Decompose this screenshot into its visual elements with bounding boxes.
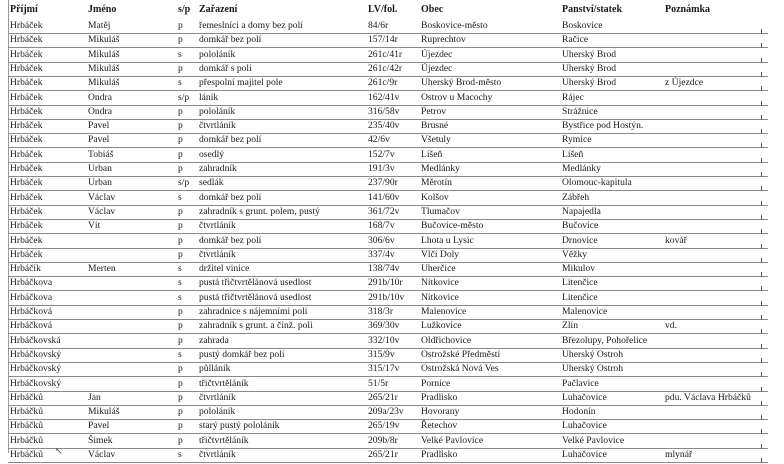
cell-category: půlláník [199,363,231,375]
cell-first-name: Urban [88,163,112,174]
cell-estate: Zlín [562,320,578,332]
cell-first-name: Mikuláš [88,406,120,418]
cell-estate: Strážnice [562,105,598,117]
cell-estate: Luhačovice [562,449,607,460]
cell-first-name: Merten [88,263,116,275]
cell-category: čtvrtláník [199,248,236,260]
cell-estate: Litenčice [562,277,598,289]
cell-note: z Újezdce [665,77,704,89]
cell-note: pdu. Václava Hrbáčků [665,391,751,403]
margin-tick [761,458,762,463]
header-lv-fol: LV/fol. [368,4,398,15]
cell-sp: p [178,406,183,418]
cell-category: držitel vinice [199,263,250,275]
cell-estate: Pačlavice [562,377,599,389]
cell-estate: Zábřeh [562,191,590,203]
cell-first-name: Václav [88,191,116,203]
cell-estate: Uherský Brod [562,62,617,74]
cell-lv-fol: 306/6v [368,234,395,246]
cell-sp: p [178,334,183,346]
cell-village: Pornice [421,377,451,389]
cell-estate: Hodonín [562,406,596,418]
cell-village: Boskovice-město [421,20,488,31]
cell-category: čtvrtláník [199,120,236,132]
cell-surname: Hrbáčkovská [10,334,61,346]
cell-estate: Bystřice pod Hostýn. [562,120,644,132]
cell-estate: Líšeň [562,148,584,160]
cell-sp: p [178,62,183,74]
cell-first-name: Vít [88,220,101,232]
cell-lv-fol: 318/3r [368,306,394,317]
cell-category: starý pustý pololáník [199,420,280,432]
cell-lv-fol: 157/14r [368,34,398,46]
cell-estate: Luhačovice [562,420,607,432]
cell-village: Malenovice [421,306,467,317]
cell-first-name: Václav [88,205,116,217]
cell-village: Kolšov [421,191,449,203]
cell-surname: Hrbáčkovský [10,363,62,375]
cell-category: řemeslníci a domy bez polí [199,20,303,31]
cell-sp: s/p [178,91,190,103]
cell-first-name: Pavel [88,120,110,132]
cell-estate: Boskovice [562,20,603,31]
cell-estate: Rymice [562,134,592,146]
cell-village: Medlánky [421,163,460,174]
cell-first-name: Urban [88,177,112,189]
cell-sp: p [178,220,183,232]
cell-sp: p [178,120,183,132]
cell-first-name: Mikuláš [88,34,120,46]
cell-category: osedlý [199,148,225,160]
cell-surname: Hrbáček [10,234,43,246]
cell-surname: Hrbáčků [10,406,44,418]
cell-estate: Březolupy, Pohořelice [562,334,648,346]
cell-sp: p [178,134,183,146]
cell-sp: s [178,348,182,360]
header-surname: Příjmí [10,4,38,15]
cell-estate: Litenčice [562,291,598,303]
cell-surname: Hrbáček [10,148,43,160]
cell-first-name: Tobiáš [88,148,114,160]
cell-sp: p [178,105,183,117]
cell-sp: p [178,205,183,217]
cell-lv-fol: 191/3v [368,163,395,174]
cell-village: Líšeň [421,148,443,160]
cell-category: zahradník s grunt. a činž. poli [199,320,313,332]
cell-village: Nítkovice [421,277,459,289]
mouse-cursor-icon: ↖ [55,446,63,456]
cell-category: zahrada [199,334,229,346]
cell-surname: Hrbáček [10,205,43,217]
cell-village: Ostrožská Nová Ves [421,363,499,375]
cell-first-name: Mikuláš [88,62,120,74]
cell-lv-fol: 332/10v [368,334,400,346]
cell-village: Lhota u Lysic [421,234,474,246]
cell-category: pustý domkář bez polí [199,348,285,360]
cell-first-name: Šimek [88,434,113,446]
cell-sp: p [178,434,183,446]
cell-category: čtvrtláník [199,391,236,403]
header-category: Zařazení [199,4,238,15]
cell-lv-fol: 42/6v [368,134,390,146]
cell-category: domkář bez polí [199,134,262,146]
cell-lv-fol: 261c/9r [368,77,398,89]
cell-sp: s [178,191,182,203]
cell-category: láník [199,91,219,103]
cell-village: Hovorany [421,406,460,418]
cell-surname: Hrbáček [10,77,43,89]
cell-sp: p [178,363,183,375]
cell-lv-fol: 168/7v [368,220,395,232]
cell-category: třičtvrtěláník [199,434,249,446]
cell-lv-fol: 237/90r [368,177,398,189]
cell-estate: Uherský Brod [562,77,617,89]
cell-lv-fol: 261c/42r [368,62,403,74]
cell-sp: p [178,377,183,389]
cell-estate: Uherský Brod [562,48,617,60]
cell-village: Velké Pavlovice [421,434,484,446]
cell-village: Ruprechtov [421,34,466,46]
cell-surname: Hrbáčik [10,263,41,275]
cell-first-name: Mikuláš [88,77,120,89]
cell-estate: Uherský Ostroh [562,348,624,360]
cell-first-name: Jan [88,391,101,403]
cell-category: zahradnice s nájemními poli [199,306,308,317]
cell-surname: Hrbáček [10,34,43,46]
table-row [0,448,784,464]
cell-village: Újezdec [421,62,453,74]
cell-sp: s/p [178,177,190,189]
cell-sp: p [178,148,183,160]
cell-surname: Hrbáčkovský [10,348,62,360]
cell-surname: Hrbáčkovský [10,377,62,389]
cell-surname: Hrbáček [10,120,43,132]
cell-village: Uherčice [421,263,456,275]
cell-lv-fol: 152/7v [368,148,395,160]
cell-category: pololáník [199,406,236,418]
cell-estate: Luhačovice [562,391,607,403]
cell-village: Řetechov [421,420,458,432]
cell-lv-fol: 369/30v [368,320,400,332]
cell-category: pololáník [199,105,236,117]
cell-village: Měrotín [421,177,452,189]
cell-lv-fol: 141/60v [368,191,400,203]
cell-estate: Napajedla [562,205,601,217]
header-estate: Panství/statek [562,4,622,15]
cell-sp: p [178,306,183,317]
cell-first-name: Ondra [88,91,112,103]
cell-category: čtvrtláník [199,449,236,460]
cell-surname: Hrbáčků [10,391,44,403]
cell-category: čtvrtláník [199,220,236,232]
cell-category: přespolní majitel pole [199,77,283,89]
cell-village: Bučovice-město [421,220,484,232]
cell-first-name: Pavel [88,420,110,432]
cell-estate: Račice [562,34,589,46]
cell-village: Oldřichovice [421,334,472,346]
cell-lv-fol: 265/19v [368,420,400,432]
cell-category: pustá třičtvrtělánová usedlost [199,291,312,303]
cell-village: Pradlisko [421,449,458,460]
cell-village: Ostrov u Macochy [421,91,493,103]
cell-surname: Hrbáčků [10,434,44,446]
cell-category: domkář bez polí [199,34,262,46]
cell-estate: Drnovice [562,234,598,246]
cell-note: kovář [665,234,687,246]
cell-surname: Hrbáček [10,105,43,117]
cell-estate: Olomouc-kapitula [562,177,632,189]
cell-lv-fol: 138/74v [368,263,400,275]
cell-category: domkář bez polí [199,234,262,246]
cell-sp: s [178,277,182,289]
cell-lv-fol: 265/21r [368,449,398,460]
cell-sp: p [178,34,183,46]
header-sp: s/p [178,4,191,15]
cell-estate: Uherský Ostroh [562,363,624,375]
cell-lv-fol: 265/21r [368,391,398,403]
cell-village: Brusné [421,120,449,132]
cell-sp: s [178,48,182,60]
cell-first-name: Matěj [88,20,111,31]
cell-first-name: Pavel [88,134,110,146]
cell-village: Uherský Brod-město [421,77,502,89]
cell-village: Všetuly [421,134,451,146]
cell-estate: Věžky [562,248,588,260]
cell-village: Nítkovice [421,291,459,303]
cell-surname: Hrbáčková [10,320,53,332]
cell-surname: Hrbáčkova [10,291,53,303]
cell-category: domkář s poli [199,62,252,74]
cell-village: Lužkovice [421,320,462,332]
cell-surname: Hrbáček [10,177,43,189]
cell-lv-fol: 337/4v [368,248,395,260]
cell-category: pustá třičtvrtělánová usedlost [199,277,312,289]
cell-category: pololáník [199,48,236,60]
cell-lv-fol: 162/41v [368,91,400,103]
cell-surname: Hrbáček [10,134,43,146]
cell-lv-fol: 261c/41r [368,48,403,60]
cell-surname: Hrbáček [10,91,43,103]
cell-surname: Hrbáček [10,163,43,174]
cell-sp: p [178,20,183,31]
cell-lv-fol: 291b/10v [368,291,405,303]
cell-surname: Hrbáčková [10,306,53,317]
cell-category: sedlák [199,177,224,189]
cell-category: zahradník [199,163,237,174]
cell-village: Ostrožské Předměstí [421,348,501,360]
cell-village: Tlumačov [421,205,460,217]
row-divider [8,462,768,463]
cell-first-name: Ondra [88,105,112,117]
cell-estate: Velké Pavlovice [562,434,625,446]
cell-estate: Medlánky [562,163,601,174]
cell-sp: p [178,391,183,403]
cell-note: mlynář [665,449,693,460]
cell-category: zahradník s grunt. polem, pustý [199,205,320,217]
cell-village: Pradlisko [421,391,458,403]
cell-lv-fol: 209b/8r [368,434,398,446]
cell-surname: Hrbáčků [10,420,44,432]
cell-sp: p [178,234,183,246]
cell-lv-fol: 209a/23v [368,406,404,418]
header-village: Obec [421,4,444,15]
cell-village: Vlčí Doly [421,248,460,260]
cell-surname: Hrbáček [10,20,43,31]
cell-lv-fol: 235/40v [368,120,400,132]
cell-surname: Hrbáčkova [10,277,53,289]
cell-category: třičtvrtěláník [199,377,249,389]
cell-estate: Malenovice [562,306,608,317]
cell-lv-fol: 316/58v [368,105,400,117]
cell-estate: Mikulov [562,263,596,275]
cell-village: Petrov [421,105,447,117]
cell-lv-fol: 51/5r [368,377,389,389]
cell-first-name: Mikuláš [88,48,120,60]
cell-sp: s [178,77,182,89]
cell-lv-fol: 291b/10r [368,277,403,289]
cell-sp: s [178,263,182,275]
cell-surname: Hrbáček [10,62,43,74]
cell-surname: Hrbáček [10,220,43,232]
cell-surname: Hrbáček [10,48,43,60]
cell-surname: Hrbáčků [10,449,44,460]
cell-estate: Rájec [562,91,584,103]
cell-village: Újezdec [421,48,453,60]
cell-estate: Bučovice [562,220,599,232]
cell-category: domkář bez polí [199,191,262,203]
cell-surname: Hrbáček [10,191,43,203]
cell-lv-fol: 315/17v [368,363,400,375]
cell-sp: p [178,248,183,260]
cell-surname: Hrbáček [10,248,43,260]
cell-sp: s [178,291,182,303]
cell-lv-fol: 315/9v [368,348,395,360]
cell-sp: p [178,320,183,332]
header-note: Poznámka [665,4,710,15]
cell-lv-fol: 361/72v [368,205,400,217]
cell-first-name: Václav [88,449,116,460]
cell-sp: p [178,420,183,432]
cell-sp: p [178,163,183,174]
header-first-name: Jméno [88,4,117,15]
cell-note: vd. [665,320,677,332]
cell-sp: s [178,449,182,460]
cell-lv-fol: 84/6r [368,20,389,31]
